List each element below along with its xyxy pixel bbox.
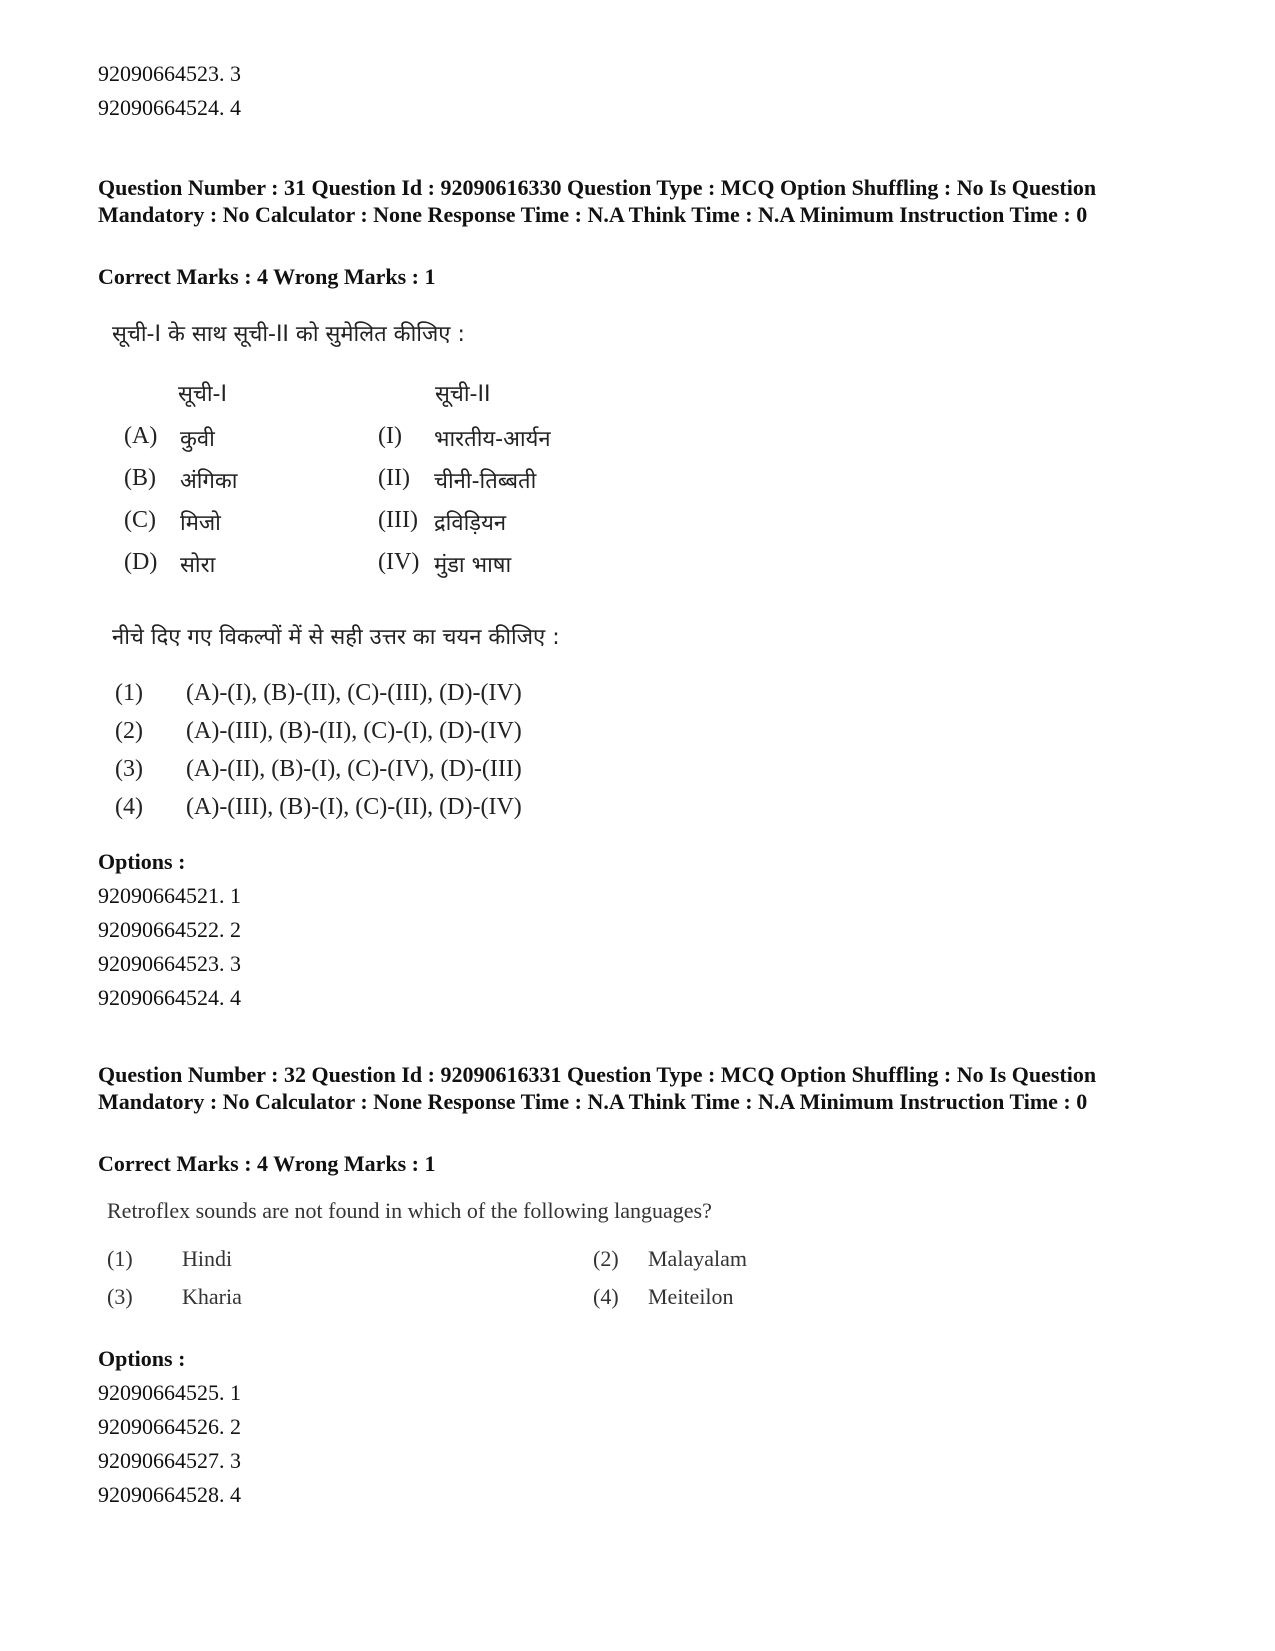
- q31-option-2: 92090664522. 2: [98, 917, 241, 942]
- q32-choice-text-3: Kharia: [182, 1284, 242, 1309]
- q32-choice-text-1: Hindi: [182, 1246, 233, 1271]
- q31-answer-text-2: (A)-(III), (B)-(II), (C)-(I), (D)-(IV): [186, 718, 522, 744]
- q31-options-label: Options :: [98, 849, 186, 874]
- q31-list1-label-d: (D): [124, 549, 158, 575]
- q31-choose-instruction: नीचे दिए गए विकल्पों में से सही उत्तर का चयन कीजिए :: [112, 625, 560, 650]
- q32-choice-text-2: Malayalam: [648, 1246, 747, 1271]
- q31-meta: Question Number : 31 Question Id : 92090616330 Question Type : MCQ Option Shuffling : No Is Question Mandatory : No Calculator : None Response Time : N.A Think Time : N.A Minimum Instruction Time : 0: [98, 175, 1097, 227]
- q31-list2-header: सूची-II: [435, 382, 491, 407]
- q32-option-4: 92090664528. 4: [98, 1482, 241, 1507]
- q32-choice-text-4: Meiteilon: [648, 1284, 734, 1309]
- q31-answer-text-3: (A)-(II), (B)-(I), (C)-(IV), (D)-(III): [186, 756, 522, 782]
- prev-option-1: 92090664523. 3: [98, 61, 241, 86]
- q31-list2-label-i: (I): [378, 423, 402, 449]
- q32-marks: Correct Marks : 4 Wrong Marks : 1: [98, 1151, 436, 1176]
- q32-options-label: Options :: [98, 1346, 186, 1371]
- q31-answer-text-4: (A)-(III), (B)-(I), (C)-(II), (D)-(IV): [186, 794, 522, 820]
- q32-question: Retroflex sounds are not found in which of the following languages?: [107, 1198, 712, 1223]
- q32-choice-num-2: (2): [593, 1246, 619, 1271]
- q31-list2-label-iii: (III): [378, 507, 418, 533]
- q31-list1-item-d: सोरा: [180, 553, 216, 578]
- q31-list1-header: सूची-I: [178, 382, 227, 407]
- q32-choice-num-3: (3): [107, 1284, 133, 1309]
- q31-answer-num-1: (1): [115, 680, 143, 706]
- q32-choice-num-4: (4): [593, 1284, 619, 1309]
- q31-list1-label-c: (C): [124, 507, 156, 533]
- q31-marks: Correct Marks : 4 Wrong Marks : 1: [98, 264, 436, 289]
- q32-option-1: 92090664525. 1: [98, 1380, 241, 1405]
- q31-option-1: 92090664521. 1: [98, 883, 241, 908]
- q31-option-3: 92090664523. 3: [98, 951, 241, 976]
- q31-answer-num-4: (4): [115, 794, 143, 820]
- q31-list1-label-b: (B): [124, 465, 156, 491]
- q31-list1-label-a: (A): [124, 423, 158, 449]
- q31-option-4: 92090664524. 4: [98, 985, 241, 1010]
- q31-list2-item-iii: द्रविड़ियन: [434, 511, 507, 536]
- q31-list2-item-iv: मुंडा भाषा: [434, 553, 512, 578]
- q31-list2-label-ii: (II): [378, 465, 410, 491]
- q31-answer-text-1: (A)-(I), (B)-(II), (C)-(III), (D)-(IV): [186, 680, 522, 706]
- q31-answer-num-3: (3): [115, 756, 143, 782]
- q31-list2-label-iv: (IV): [378, 549, 420, 575]
- q31-list1-item-a: कुवी: [180, 427, 215, 452]
- q31-answer-num-2: (2): [115, 718, 143, 744]
- q31-list1-item-c: मिजो: [180, 511, 221, 536]
- q31-list1-item-b: अंगिका: [180, 469, 238, 494]
- q32-option-3: 92090664527. 3: [98, 1448, 241, 1473]
- q32-meta: Question Number : 32 Question Id : 92090616331 Question Type : MCQ Option Shuffling : No Is Question Mandatory : No Calculator : None Response Time : N.A Think Time : N.A Minimum Instruction Time : 0: [98, 1062, 1097, 1114]
- q32-option-2: 92090664526. 2: [98, 1414, 241, 1439]
- q31-list2-item-i: भारतीय-आर्यन: [434, 427, 551, 452]
- prev-option-2: 92090664524. 4: [98, 95, 241, 120]
- q31-instruction: सूची-I के साथ सूची-II को सुमेलित कीजिए :: [112, 322, 465, 347]
- q32-choice-num-1: (1): [107, 1246, 133, 1271]
- q31-list2-item-ii: चीनी-तिब्बती: [434, 469, 537, 494]
